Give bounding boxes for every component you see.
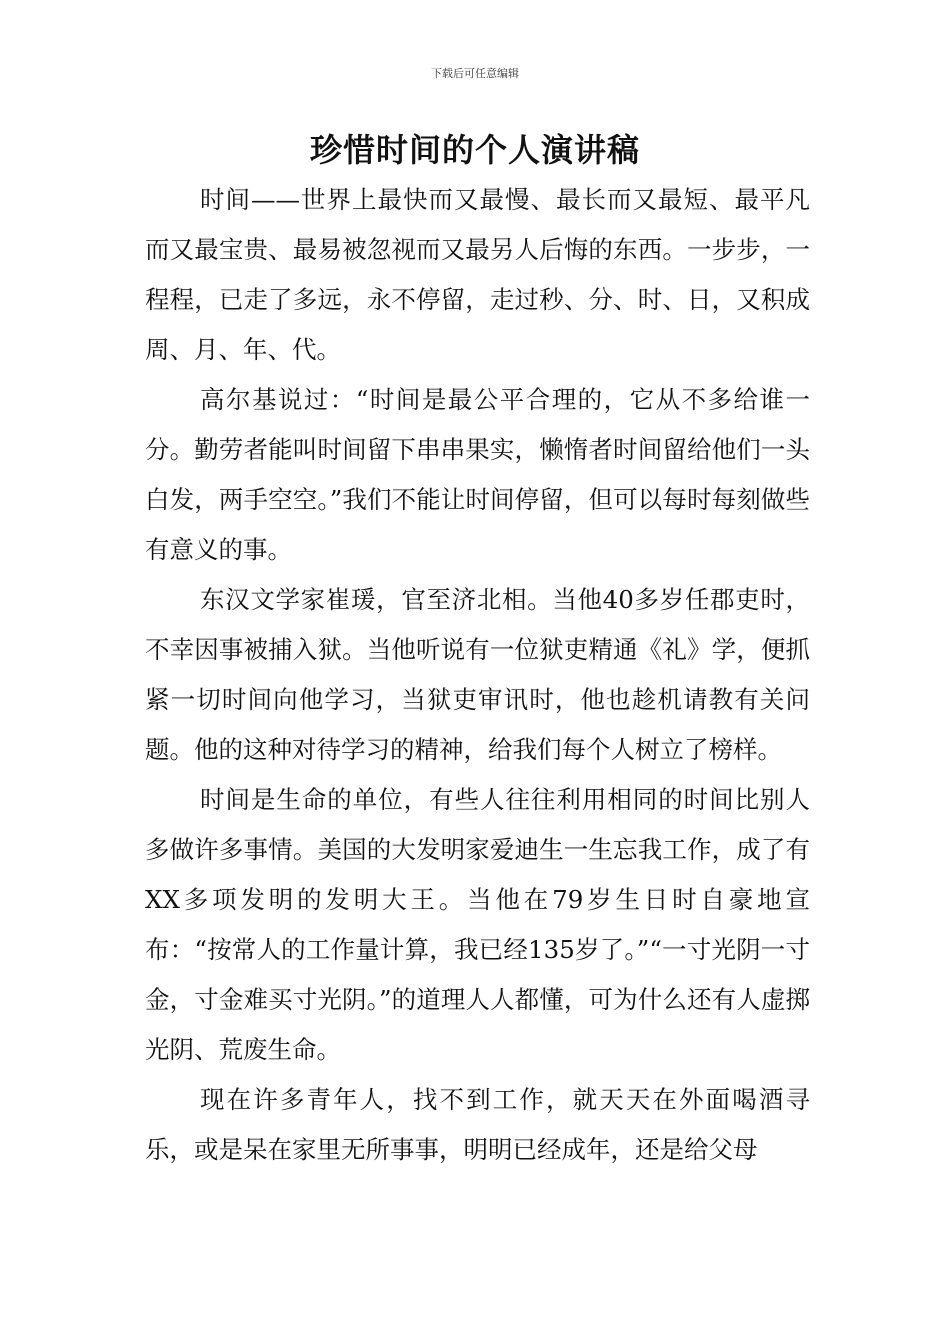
paragraph-4: 时间是生命的单位，有些人往往利用相同的时间比别人多做许多事情。美国的大发明家爱迪生一生忘我工作，成了有XX多项发明的发明大王。当他在79岁生日时自豪地宣布：“按常人的工作量计算，我已经135岁了。”“一寸光阴一寸金，寸金难买寸光阴。”的道理人人都懂，可为什么还有人虚掷光阴、荒废生命。 [145,785,810,1064]
paragraph-1: 时间——世界上最快而又最慢、最长而又最短、最平凡而又最宝贵、最易被忽视而又最另人后悔的东西。一步步，一程程，已走了多远，永不停留，走过秒、分、时、日，又积成周、月、年、代。 [145,185,810,364]
header-note: 下载后可任意编辑 [431,67,519,80]
paragraph-3: 东汉文学家崔瑗，官至济北相。当他40多岁任郡吏时，不幸因事被捕入狱。当他听说有一位狱吏精通《礼》学，便抓紧一切时间向他学习，当狱吏审讯时，他也趁机请教有关问题。他的这种对待学习的精神，给我们每个人树立了榜样。 [145,585,810,764]
document-body [145,175,810,1175]
paragraph-5: 现在许多青年人，找不到工作，就天天在外面喝酒寻乐，或是呆在家里无所事事，明明已经成年，还是给父母 [145,1085,810,1164]
document-title: 珍惜时间的个人演讲稿 [309,131,640,169]
paragraph-2: 高尔基说过：“时间是最公平合理的，它从不多给谁一分。勤劳者能叫时间留下串串果实，懒惰者时间留给他们一头白发，两手空空。”我们不能让时间停留，但可以每时每刻做些有意义的事。 [145,385,810,564]
